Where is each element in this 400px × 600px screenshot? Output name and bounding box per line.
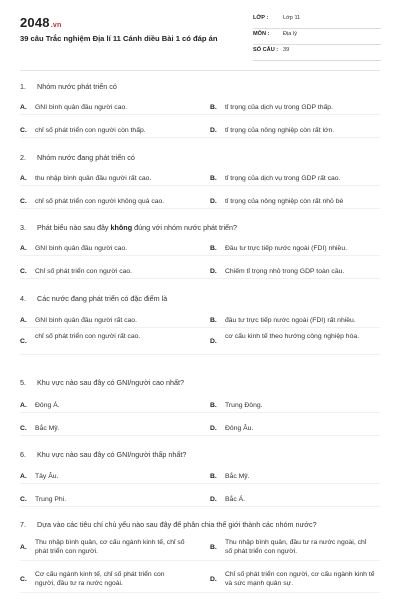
option-text: chỉ số phát triển con người còn thấp. (35, 127, 146, 134)
question-text (20, 294, 380, 304)
option-letter: A. (20, 245, 27, 252)
option-letter: B. (210, 473, 217, 480)
option-row-divider (20, 412, 380, 413)
option-text: Bắc Mỹ. (35, 425, 60, 432)
option-letter: C. (20, 576, 27, 583)
option-text: Trung Phi. (35, 496, 67, 503)
option-text: Bắc Á. (225, 496, 246, 503)
option-letter: A. (20, 317, 27, 324)
meta-key: SỐ CÂU : (253, 47, 279, 53)
option-letter: B. (210, 402, 217, 409)
option-row-divider (20, 278, 380, 279)
option-text: Đông Á. (35, 402, 60, 409)
option-letter: B. (210, 104, 217, 111)
document-title: 39 câu Trắc nghiệm Địa lí 11 Cánh diều Bài 1 có đáp án (20, 34, 218, 43)
question-stem: Khu vực nào sau đây có GNI/người cao nhất? (37, 378, 184, 387)
option-letter: D. (210, 338, 217, 345)
option-text: Chiếm tỉ trọng nhỏ trong GDP toàn cầu. (225, 268, 345, 275)
header-divider (20, 70, 380, 71)
option-letter: D. (210, 425, 217, 432)
option-text: chỉ số phát triển con người không quá cao. (35, 198, 165, 205)
option-text: Thu nhập bình quân, cơ cấu ngành kinh tế, chỉ số phát triển con người. (35, 539, 185, 555)
meta-value: Lớp 11 (283, 15, 301, 21)
option-text: cơ cấu kinh tế theo hướng công nghiệp hóa. (225, 333, 360, 340)
question-stem: Nhóm nước đang phát triển có (37, 153, 135, 162)
option-letter: C. (20, 198, 27, 205)
option-text: Cơ cấu ngành kinh tế, chỉ số phát triển con người, đầu tư ra nước ngoài. (35, 571, 165, 587)
question-number: 5. (20, 378, 26, 387)
question-text (20, 82, 380, 92)
option-letter: C. (20, 268, 27, 275)
option-text: Thu nhập bình quân, đầu tư ra nước ngoài, chỉ số phát triển con người. (225, 539, 367, 555)
meta-value: 39 (283, 47, 290, 53)
question-number: 7. (20, 520, 26, 529)
option-row-divider (20, 592, 380, 593)
option-text: Tây Âu. (35, 473, 59, 480)
meta-row-count (253, 44, 381, 61)
question-number: 4. (20, 294, 26, 303)
question-text (20, 450, 380, 460)
option-letter: B. (210, 175, 217, 182)
option-text: tỉ trọng của dịch vụ trong GDP rất cao. (225, 175, 341, 182)
option-letter: C. (20, 496, 27, 503)
option-text: GNI bình quân đầu người cao. (35, 104, 128, 111)
option-text: GNI bình quân đầu người cao. (35, 245, 128, 252)
option-row-divider (20, 560, 380, 561)
option-letter: A. (20, 104, 27, 111)
option-letter: C. (20, 127, 27, 134)
meta-value: Địa lý (283, 31, 297, 37)
option-letter: A. (20, 544, 27, 551)
document-header (0, 0, 400, 66)
option-letter: B. (210, 317, 217, 324)
question-text (20, 153, 380, 163)
option-text: Chỉ số phát triển con người cao. (35, 268, 133, 275)
question-number: 6. (20, 450, 26, 459)
question-text (20, 520, 380, 530)
option-letter: D. (210, 198, 217, 205)
question-number: 1. (20, 82, 26, 91)
logo-text: 2048 (20, 15, 50, 30)
option-row-divider (20, 354, 380, 355)
option-letter: B. (210, 245, 217, 252)
option-letter: D. (210, 576, 217, 583)
option-row-divider (20, 114, 380, 115)
option-row-divider (20, 137, 380, 138)
option-letter: D. (210, 496, 217, 503)
option-text: GNI bình quân đầu người rất cao. (35, 317, 137, 324)
option-text: tỉ trọng của nông nghiệp còn rất lớn. (225, 127, 335, 134)
question-text (20, 378, 380, 388)
option-letter: A. (20, 473, 27, 480)
option-text: đầu tư trực tiếp nước ngoài (FDI) rất nhiều. (225, 317, 356, 324)
meta-key: MÔN : (253, 31, 270, 37)
option-row-divider (20, 327, 380, 328)
option-text: Trung Đông. (225, 402, 263, 409)
question-number: 2. (20, 153, 26, 162)
option-text: tỉ trọng của dịch vụ trong GDP thấp. (225, 104, 333, 111)
question-number: 3. (20, 223, 26, 232)
option-row-divider (20, 255, 380, 256)
question-stem: Các nước đang phát triển có đặc điểm là (37, 294, 168, 303)
option-letter: A. (20, 175, 27, 182)
option-letter: C. (20, 425, 27, 432)
option-text: chỉ số phát triển con người rất cao. (35, 333, 141, 340)
option-text: tỉ trọng của nông nghiệp còn rất nhỏ bé (225, 198, 344, 205)
meta-row-subject (253, 28, 381, 45)
option-letter: D. (210, 268, 217, 275)
question-emphasis: không (110, 223, 133, 232)
option-text: Đông Âu. (225, 425, 254, 432)
site-logo[interactable] (20, 15, 61, 30)
option-row-divider (20, 208, 380, 209)
option-text: Bắc Mỹ. (225, 473, 250, 480)
option-letter: D. (210, 127, 217, 134)
option-row-divider (20, 483, 380, 484)
meta-row-class (253, 12, 381, 29)
option-letter: A. (20, 402, 27, 409)
option-letter: B. (210, 544, 217, 551)
option-row-divider (20, 185, 380, 186)
option-row-divider (20, 435, 380, 436)
option-letter: C. (20, 338, 27, 345)
option-text: Đầu tư trực tiếp nước ngoài (FDI) nhiều. (225, 245, 347, 252)
question-stem: Phát biểu nào sau đây (37, 223, 111, 232)
question-stem: Dựa vào các tiêu chí chủ yếu nào sau đây để phân chia thế giới thành các nhóm nước? (37, 520, 317, 529)
option-text: Chỉ số phát triển con người, cơ cấu ngành kinh tế và sức mạnh quân sự. (225, 571, 375, 587)
question-stem: Nhóm nước phát triển có (37, 82, 117, 91)
question-stem: Khu vực nào sau đây có GNI/người thấp nhất? (37, 450, 187, 459)
question-text (20, 223, 380, 233)
meta-key: LỚP : (253, 15, 269, 21)
logo-suffix: .vn (50, 22, 62, 29)
option-text: thu nhập bình quân đầu người rất cao. (35, 175, 152, 182)
question-stem-tail: đúng với nhóm nước phát triển? (132, 223, 238, 232)
option-row-divider (20, 506, 380, 507)
